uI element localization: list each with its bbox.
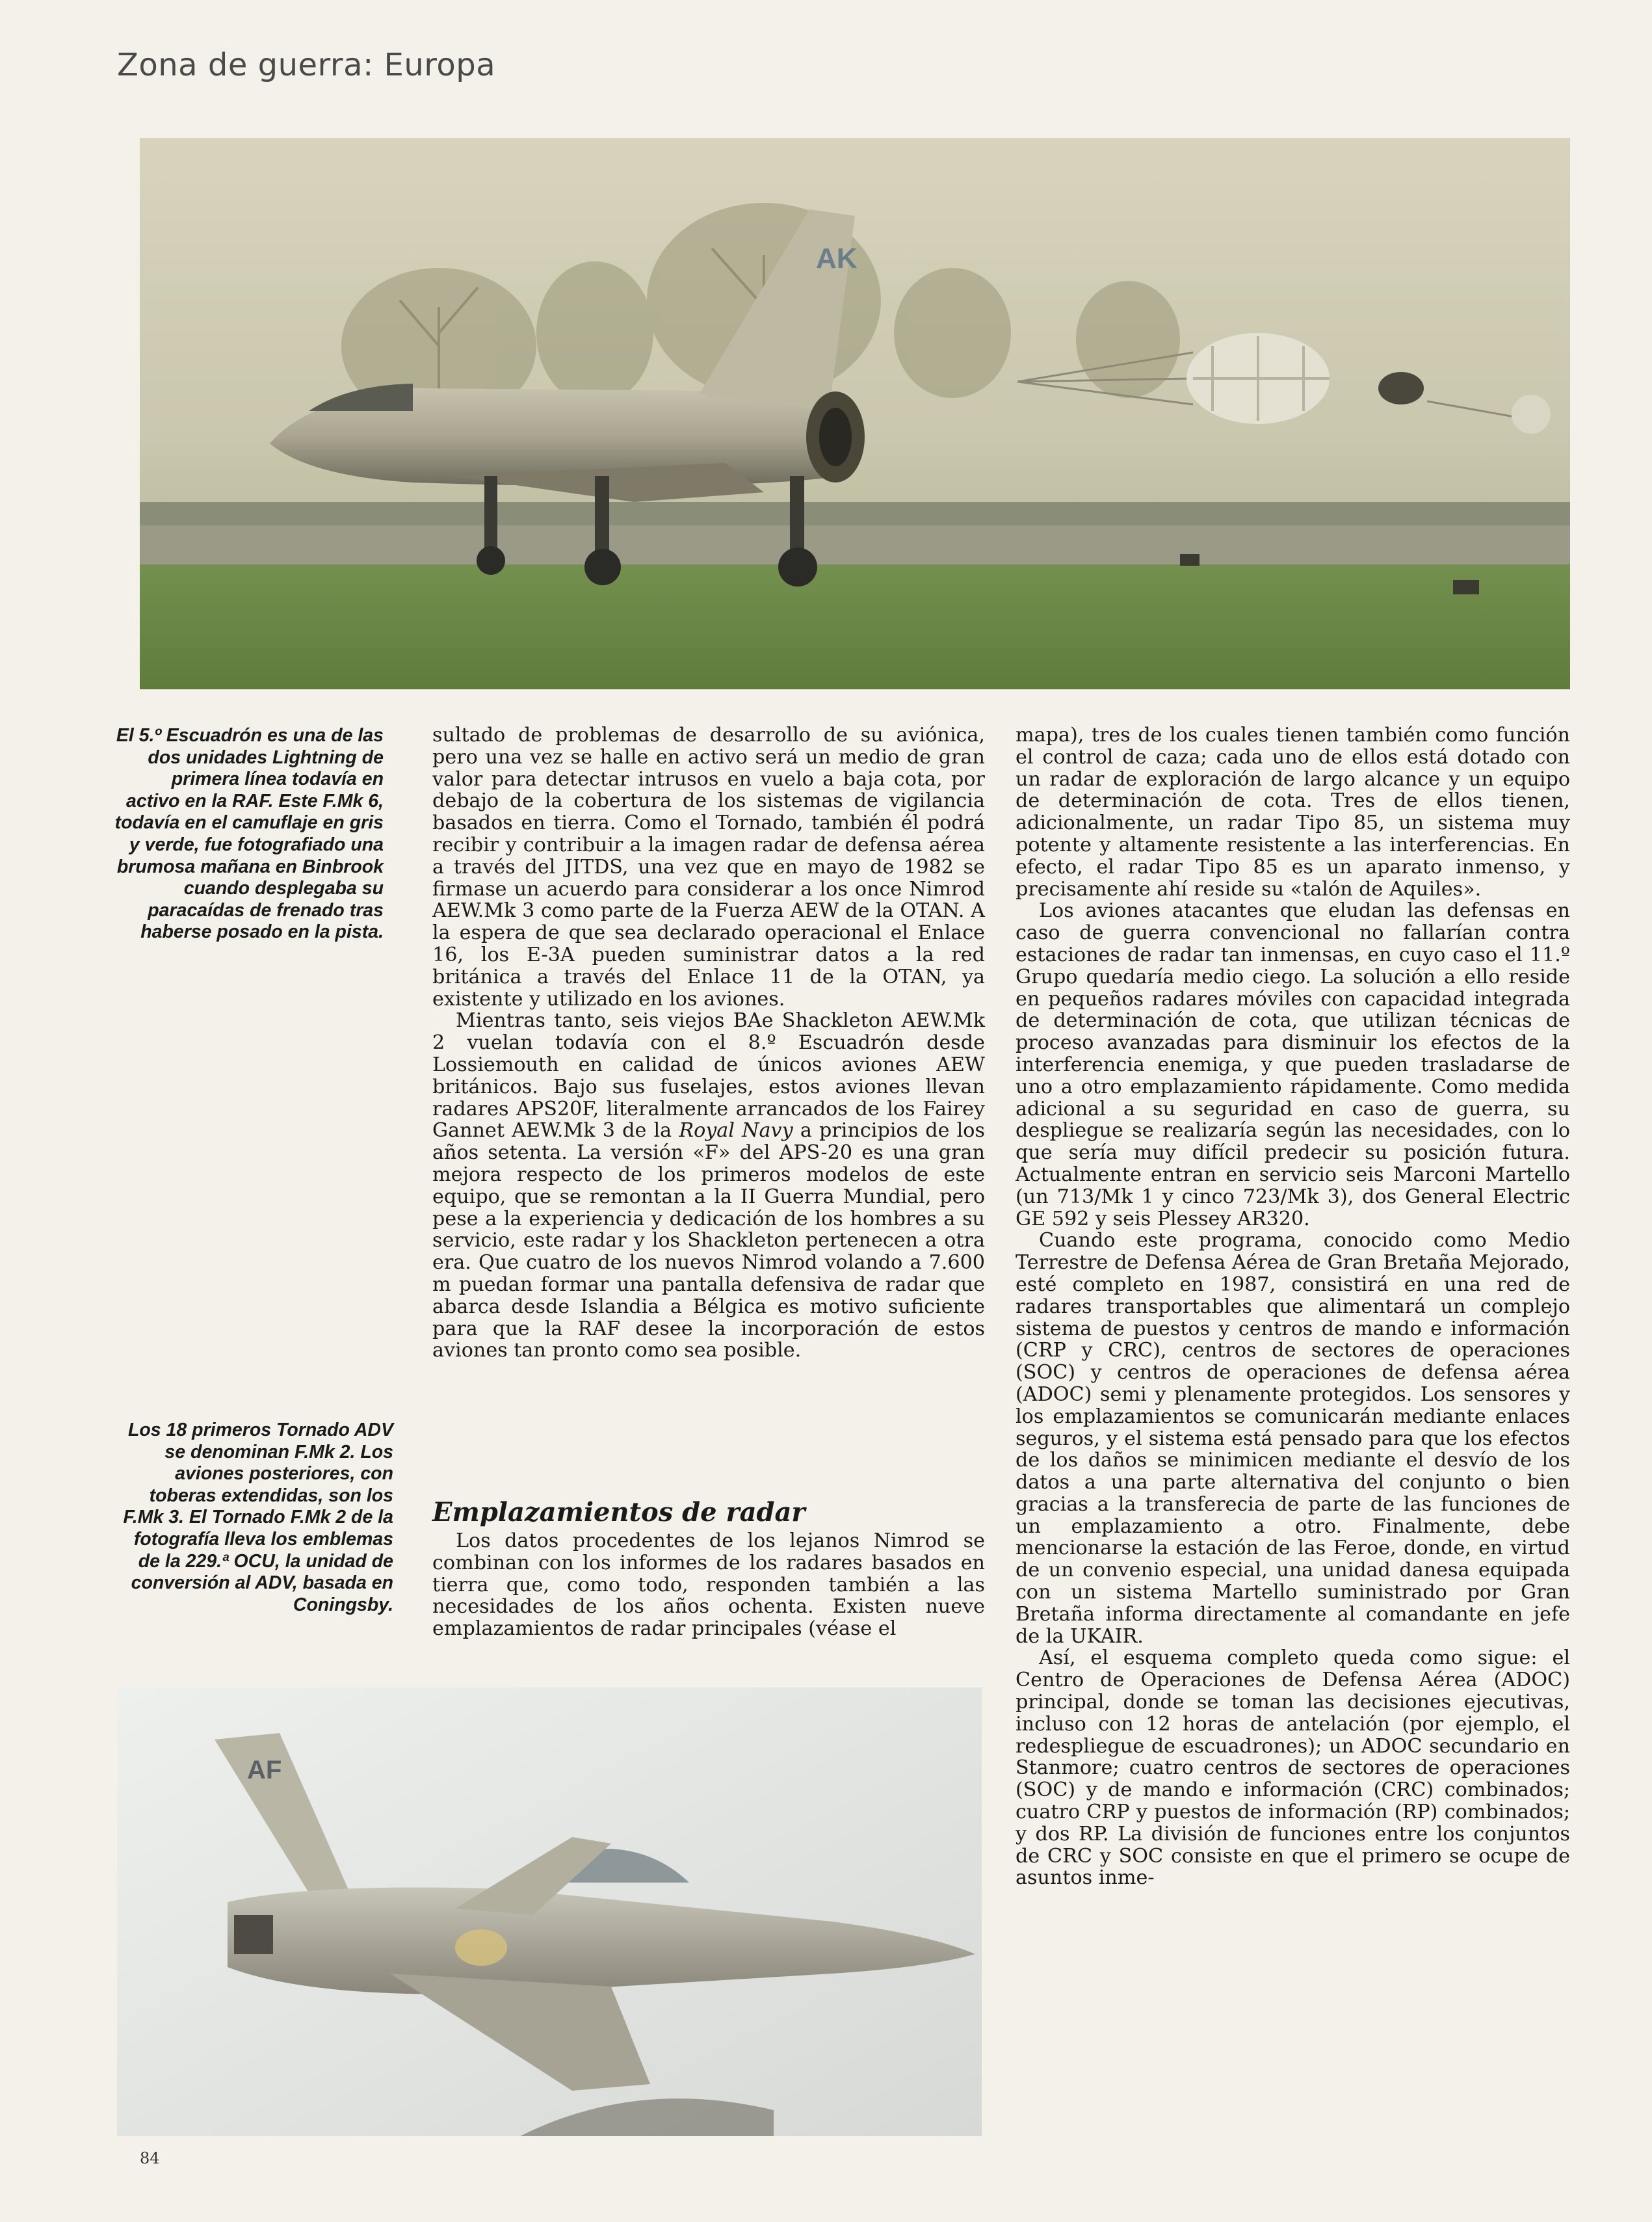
paragraph: Los aviones atacantes que eludan las defensas en caso de guerra convencional no fallarían contra estaciones de radar tan inmensas, en cuyo caso el 11.º Grupo quedaría medio ciego. La solución a ello reside en pequeños radares móviles con capacidad integrada de determinación de cota, que utilizan técnicas de proceso avanzadas para disminuir los efectos de la interferencia enemiga, y que pueden trasladarse de uno a otro emplazamiento rápidamente. Como medida adicional a su seguridad en caso de guerra, su despliegue se realizaría según las necesidades, con lo que sería muy difícil predecir su posición futura. Actualmente entran en servicio seis Marconi Martello (un 713/Mk 1 y cinco 723/Mk 3), dos General Electric GE 592 y seis Plessey AR320. bbox=[1016, 899, 1570, 1230]
column-2-top bbox=[432, 724, 985, 1362]
paragraph: Cuando este programa, conocido como Medio Terrestre de Defensa Aérea de Gran Bretaña Mejorado, esté completo en 1987, consistirá en una red de radares transportables que alimentará un complejo sistema de puestos y centros de mando e información (CRP y CRC), centros de sectores de operaciones (SOC) y centros de operaciones de defensa aérea (ADOC) semi y plenamente protegidos. Los sensores y los emplazamientos se comunicarán mediante enlaces seguros, y el sistema está pensado para que los efectos de los daños se minimicen mediante el desvío de los datos a una parte alternativa del conjunto o bien gracias a la transferecia de parte de las funciones de un emplazamiento a otro. Finalmente, debe mencionarse la estación de las Feroe, donde, en virtud de un convenio especial, una unidad danesa equipada con un sistema Martello suministrado por Gran Bretaña informa directamente al comandante en jefe de la UKAIR. bbox=[1016, 1229, 1570, 1648]
column-3 bbox=[1016, 724, 1570, 1889]
lightning-photo bbox=[140, 138, 1570, 689]
running-header: Zona de guerra: Europa bbox=[117, 47, 496, 83]
lightning-photo-illustration bbox=[140, 138, 1570, 689]
column-2-bottom bbox=[432, 1530, 985, 1640]
caption-tornado: Los 18 primeros Tornado ADV se denominan F.Mk 2. Los aviones posteriores, con toberas extendidas, son los F.Mk 3. El Tornado F.Mk 2 de la fotografía lleva los emblemas de la 229.ª OCU, la unidad de conversión al ADV, basada en Coningsby. bbox=[123, 1420, 393, 1615]
section-heading: Emplazamientos de radar bbox=[432, 1497, 806, 1528]
tornado-photo-illustration bbox=[117, 1687, 982, 2136]
page-number: 84 bbox=[140, 2149, 160, 2167]
caption-lightning: El 5.º Escuadrón es una de las dos unidades Lightning de primera línea todavía en activo en la RAF. Este F.Mk 6, todavía en el camuflaje en gris y verde, fue fotografiado una brumosa mañana en Binbrook cuando desplegaba su paracaídas de frenado tras haberse posado en la pista. bbox=[114, 725, 384, 943]
tornado-photo bbox=[117, 1687, 982, 2136]
paragraph: Así, el esquema completo queda como sigue: el Centro de Operaciones de Defensa Aérea (ADOC) principal, donde se toman las decisiones ejecutivas, incluso con 12 horas de antelación (por ejemplo, el redespliegue de escuadrones); un ADOC secundario en Stanmore; cuatro centros de sectores de operaciones (SOC) y de mando e información (CRC) combinados; cuatro CRP y puestos de información (RP) combinados; y dos RP. La división de funciones entre los conjuntos de CRC y SOC consiste en que el primero se ocupe de asuntos inme- bbox=[1016, 1647, 1570, 1890]
paragraph bbox=[432, 1010, 985, 1362]
paragraph: sultado de problemas de desarrollo de su aviónica, pero una vez se halle en activo será un medio de gran valor para detectar intrusos en vuelo a baja cota, por debajo de la cobertura de los sistemas de vigilancia basados en tierra. Como el Tornado, también él podrá recibir y contribuir a la imagen radar de defensa aérea a través del JITDS, una vez que en mayo de 1982 se firmase un acuerdo para considerar a los once Nimrod AEW.Mk 3 como parte de la Fuerza AEW de la OTAN. A la espera de que sea declarado operacional el Enlace 16, los E-3A pueden suministrar datos a la red británica a través del Enlace 11 de la OTAN, ya existente y utilizado en los aviones. bbox=[432, 724, 985, 1011]
paragraph: Los datos procedentes de los lejanos Nimrod se combinan con los informes de los radares basados en tierra que, como todo, responden también a las necesidades de los años ochenta. Existen nueve emplazamientos de radar principales (véase el bbox=[432, 1529, 985, 1641]
text-run: a principios de los años setenta. La versión «F» del APS-20 es una gran mejora respecto de los primeros modelos de este equipo, que se remontan a la II Guerra Mundial, pero pese a la experiencia y dedicación de los hombres a su servicio, este radar y los Shackleton pertenecen a otra era. Que cuatro de los nuevos Nimrod volando a 7.600 m puedan formar una pantalla defensiva de radar que abarca desde Islandia a Bélgica es motivo suficiente para que la RAF desee la incorporación de estos aviones tan pronto como sea posible. bbox=[432, 1119, 985, 1362]
text-run: Mientras tanto, seis viejos BAe Shackleton AEW.Mk 2 vuelan todavía con el 8.º Escuadrón desde Lossiemouth en calidad de únicos aviones AEW británicos. Bajo sus fuselajes, estos aviones llevan radares APS20F, literalmente arrancados de los Fairey Gannet AEW.Mk 3 de la bbox=[432, 1009, 985, 1143]
tail-code: AF bbox=[247, 1756, 282, 1784]
tail-code: AK bbox=[816, 243, 858, 274]
italic-term: Royal Navy bbox=[679, 1119, 793, 1143]
paragraph: mapa), tres de los cuales tienen también como función el control de caza; cada uno de ellos está dotado con un radar de exploración de largo alcance y un equipo de determinación de cota. Tres de ellos tienen, adicionalmente, un radar Tipo 85, un sistema muy potente y altamente resistente a las interferencias. En efecto, el radar Tipo 85 es un aparato inmenso, y precisamente ahí reside su «talón de Aquiles». bbox=[1016, 724, 1570, 901]
